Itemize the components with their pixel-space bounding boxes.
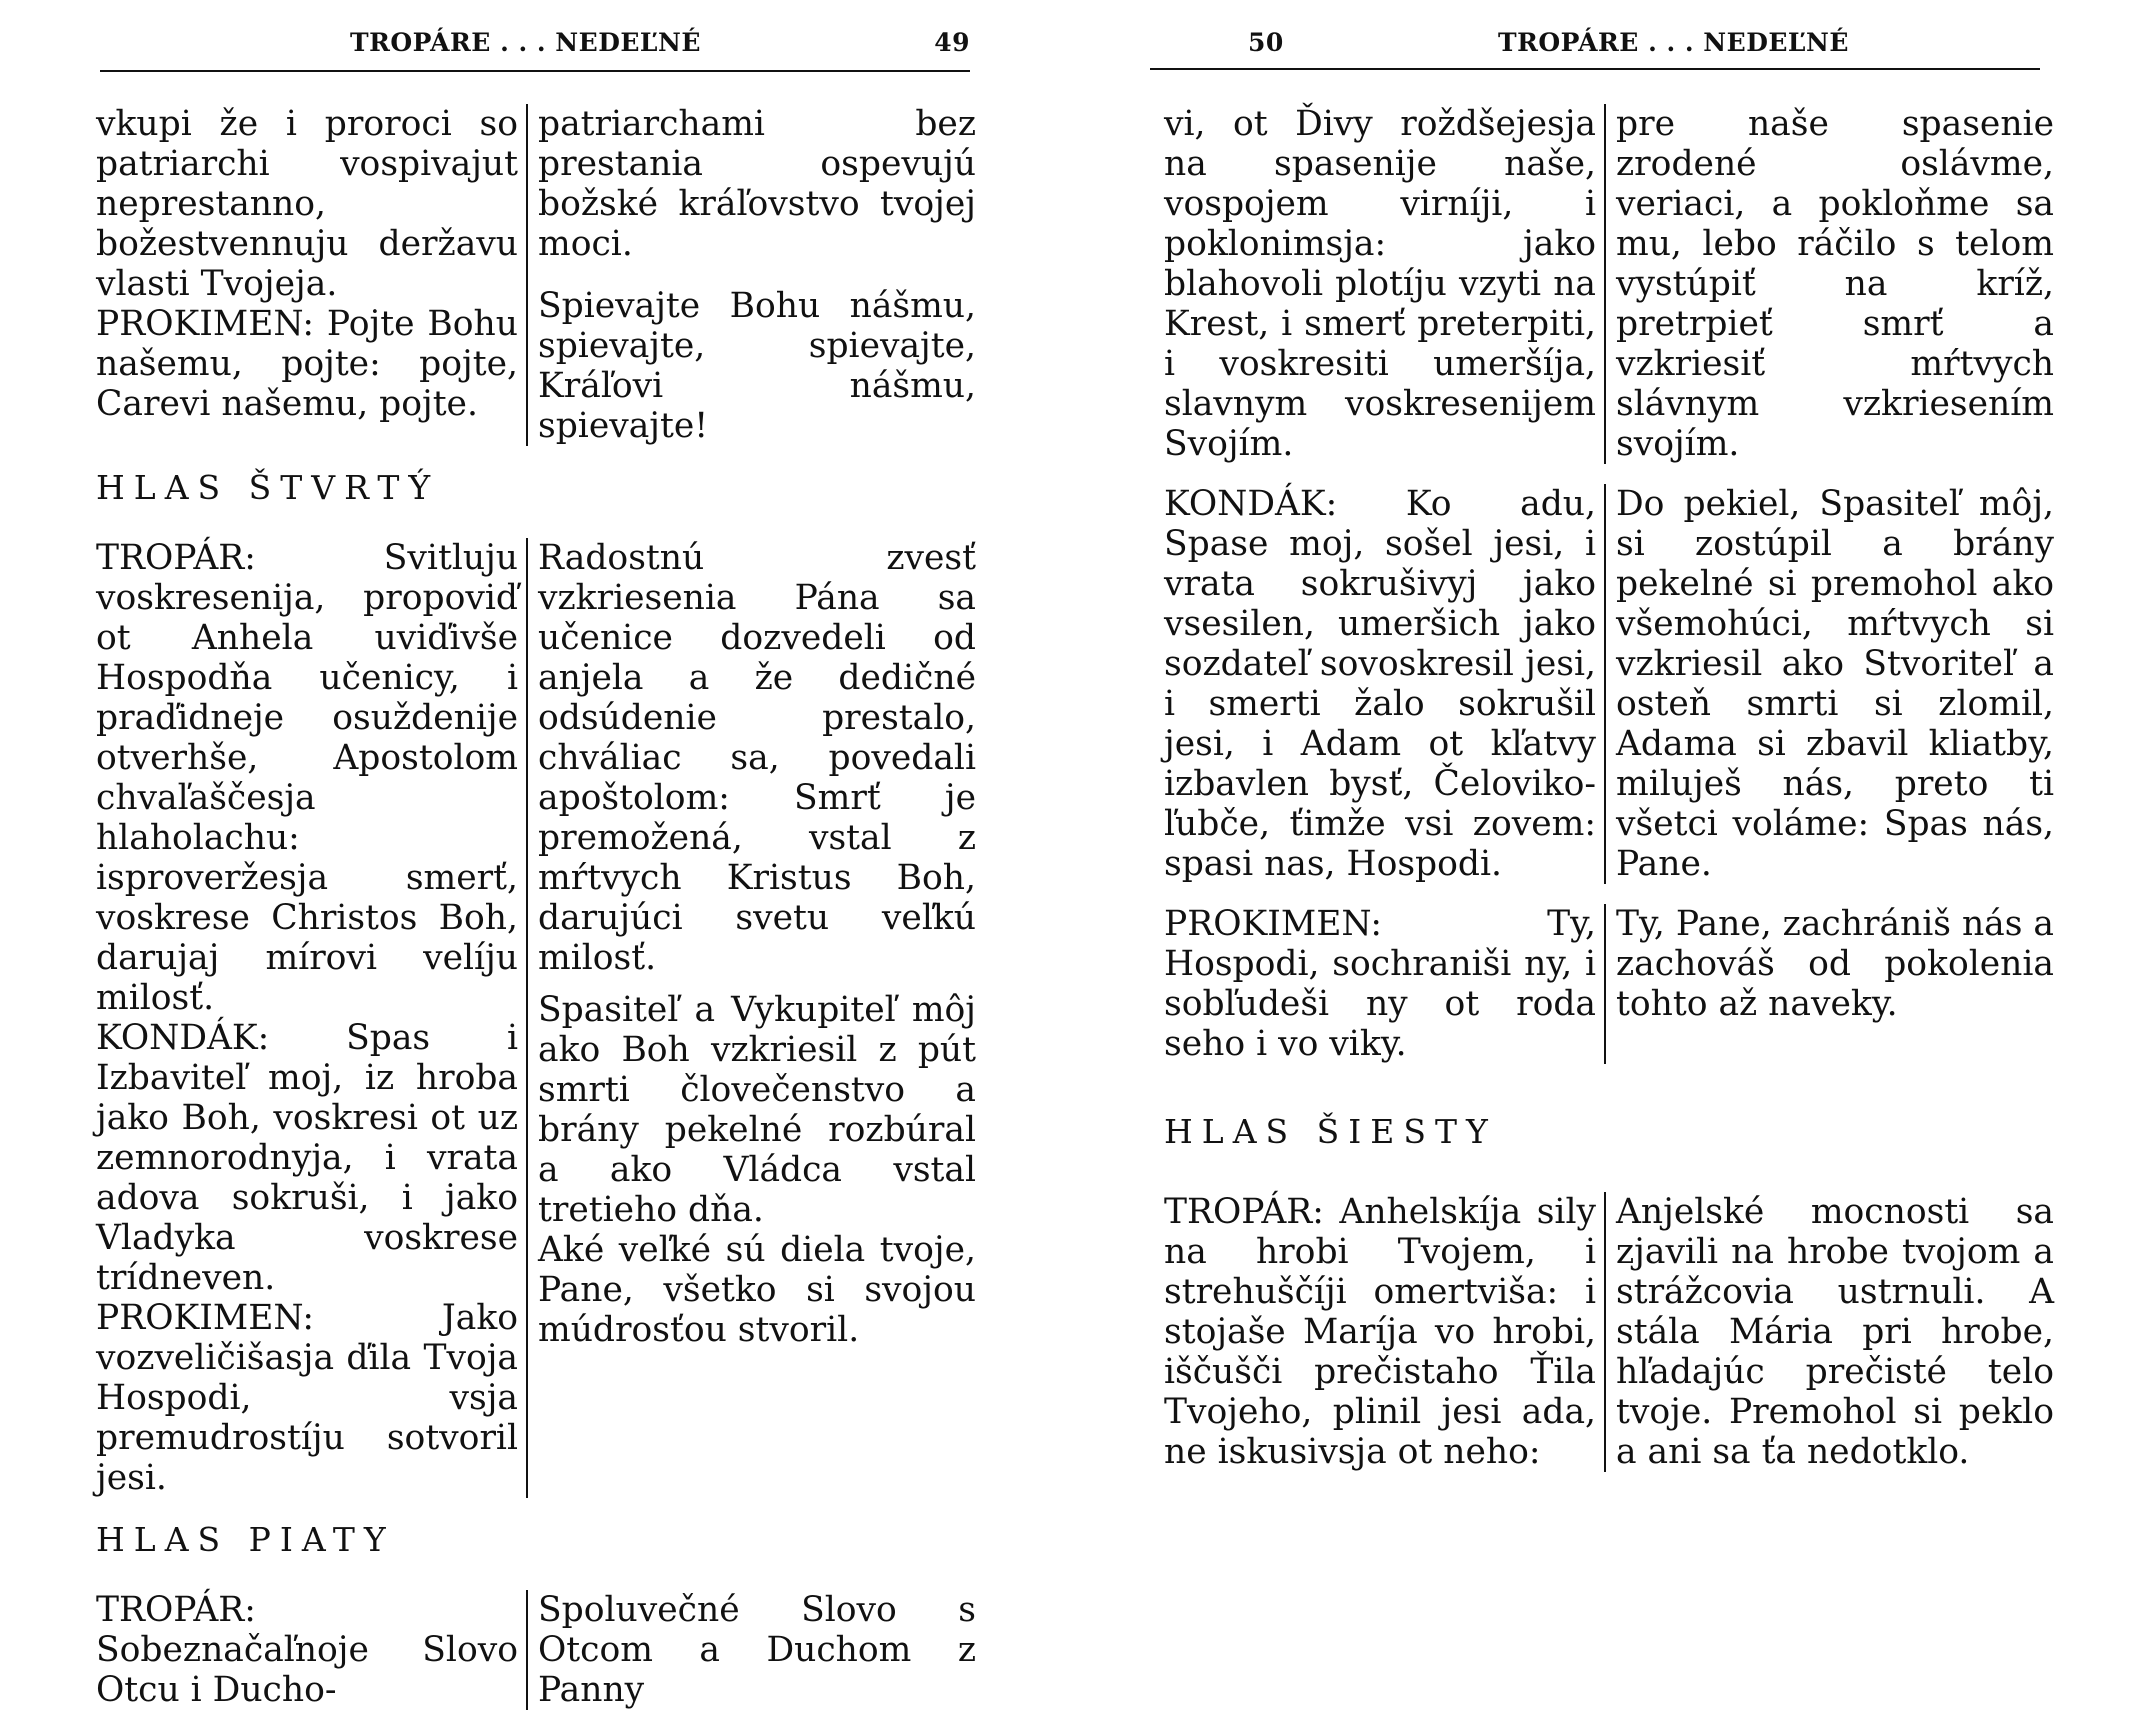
slovak-prokimen: Spievajte Bohu nášmu, spievajte, spievajte, Kráľovi nášmu, spievajte! [538,286,976,446]
slovak-column [1604,904,2054,1064]
section-heading: HLAS ŠIESTY [1164,1112,1497,1151]
parallel-row [96,104,976,446]
parallel-row [1164,104,2054,464]
running-title: TROPÁRE . . . NEDEĽNÉ [1498,28,1849,57]
slovak-tropar: Spoluvečné Slovo s Otcom a Duchom z Panny [538,1590,976,1710]
running-title: TROPÁRE . . . NEDEĽNÉ [350,28,701,57]
slovak-column [526,104,976,446]
section-heading: HLAS PIATY [96,1520,395,1559]
slavonic-prokimen: PROKIMEN: Pojte Bohu našemu, pojte: pojte, Carevi našemu, pojte. [96,304,518,424]
page-header [100,28,970,68]
spacer [538,978,976,990]
slovak-kondak: Spasiteľ a Vykupiteľ môj ako Boh vzkriesil z pút smrti človečenstvo a brány pekelné rozbúral a ako Vládca vstal tretieho dňa. [538,990,976,1230]
slovak-prokimen: Aké veľké sú diela tvoje, Pane, všetko si svojou múdrosťou stvoril. [538,1230,976,1350]
slavonic-prokimen: PROKIMEN: Ty, Hospodi, sochraniši ny, i sobľudeši ny ot roda seho i vo viky. [1164,904,1596,1064]
slovak-column [1604,1192,2054,1472]
slavonic-tropar: vi, ot Ďivy roždšejesja na spasenije naše, vospojem virníji, i poklonimsja: jako blahovoli plotíju vzyti na Krest, i smerť preterpiti, i voskresiti umeršíja, slavnym voskresenijem Svojím. [1164,104,1596,464]
slavonic-prokimen: PROKIMEN: Jako vozveličišasja ďila Tvoja Hospodi, vsja premudrostíju sotvoril jesi. [96,1298,518,1498]
header-rule [100,70,970,72]
slavonic-tropar: TROPÁR: Sobeznačaľnoje Slovo Otcu i Ducho- [96,1590,518,1710]
slavonic-text: vkupi že i proroci so patriarchi vospivajut neprestanno, božestvennuju deržavu vlasti Tvojeja. [96,104,518,304]
parallel-row [96,538,976,1498]
page-content [1164,104,2054,1472]
slovak-column [1604,104,2054,464]
slovak-text: patriarchami bez prestania ospevujú božské kráľovstvo tvojej moci. [538,104,976,264]
church-slavonic-column [96,538,526,1498]
slavonic-kondak: KONDÁK: Ko adu, Spase moj, sošel jesi, i vrata sokrušivyj jako vsesilen, umeršich jako sozdateľ sovoskresil jesi, i smerti žalo sokrušil jesi, i Adam ot kľatvy izbavlen bysť, Čeloviko-ľubče, ťimže vsi zovem: spasi nas, Hospodi. [1164,484,1596,884]
slavonic-tropar: TROPÁR: Svitluju voskresenija, propoviď ot Anhela uviďivše Hospodňa učenicy, i praďidneje osuždenije otverhše, Apostolom chvaľaščesja hlaholachu: isproveržesja smerť, voskrese Christos Boh, darujaj mírovi velíju milosť. [96,538,518,1018]
slovak-column [526,538,976,1498]
church-slavonic-column [1164,484,1604,884]
church-slavonic-column [1164,904,1604,1064]
slavonic-kondak: KONDÁK: Spas i Izbaviteľ moj, iz hroba jako Boh, voskresi ot uz zemnorodnyja, i vrata adova sokruši, i jako Vladyka voskrese trídneven. [96,1018,518,1298]
church-slavonic-column [96,104,526,446]
church-slavonic-column [1164,1192,1604,1472]
page-header [1148,28,2118,68]
slovak-prokimen: Ty, Pane, zachrániš nás a zachováš od pokolenia tohto až naveky. [1616,904,2054,1024]
parallel-row [1164,484,2054,884]
slovak-tropar: pre naše spasenie zrodené oslávme, veriaci, a pokloňme sa mu, lebo ráčilo s telom vystúpiť na kríž, pretrpieť smrť a vzkriesiť mŕtvych slávnym vzkriesením svojím. [1616,104,2054,464]
slovak-kondak: Do pekiel, Spasiteľ môj, si zostúpil a brány pekelné si premohol ako všemohúci, mŕtvych si vzkriesil ako Stvoriteľ a osteň smrti si zlomil, Adama si zbavil kliatby, miluješ nás, preto ti všetci voláme: Spas nás, Pane. [1616,484,2054,884]
header-rule [1150,68,2040,70]
slovak-column [526,1590,976,1710]
slovak-tropar: Radostnú zvesť vzkriesenia Pána sa učenice dozvedeli od anjela a že dedičné odsúdenie prestalo, chváliac sa, povedali apoštolom: Smrť je premožená, vstal z mŕtvych Kristus Boh, darujúci svetu veľkú milosť. [538,538,976,978]
page-number: 50 [1248,28,1284,57]
slovak-column [1604,484,2054,884]
parallel-row [1164,1192,2054,1472]
page-content [96,104,976,1710]
slovak-tropar: Anjelské mocnosti sa zjavili na hrobe tvojom a strážcovia ustrnuli. A stála Mária pri hrobe, hľadajúc prečisté telo tvoje. Premohol si peklo a ani sa ťa nedotklo. [1616,1192,2054,1472]
parallel-row [1164,904,2054,1064]
church-slavonic-column [96,1590,526,1710]
parallel-row [96,1590,976,1710]
page-number: 49 [934,28,970,57]
section-heading: HLAS ŠTVRTÝ [96,468,440,507]
spacer [1164,464,2054,484]
church-slavonic-column [1164,104,1604,464]
spacer [538,264,976,286]
spacer [1164,884,2054,904]
slavonic-tropar: TROPÁR: Anhelskíja sily na hrobi Tvojem, i strehuščíji omertviša: i stojaše Maríja vo hrobi, iščušči prečistaho Ťila Tvojeho, plinil jesi ada, ne iskusivsja ot neho: [1164,1192,1596,1472]
